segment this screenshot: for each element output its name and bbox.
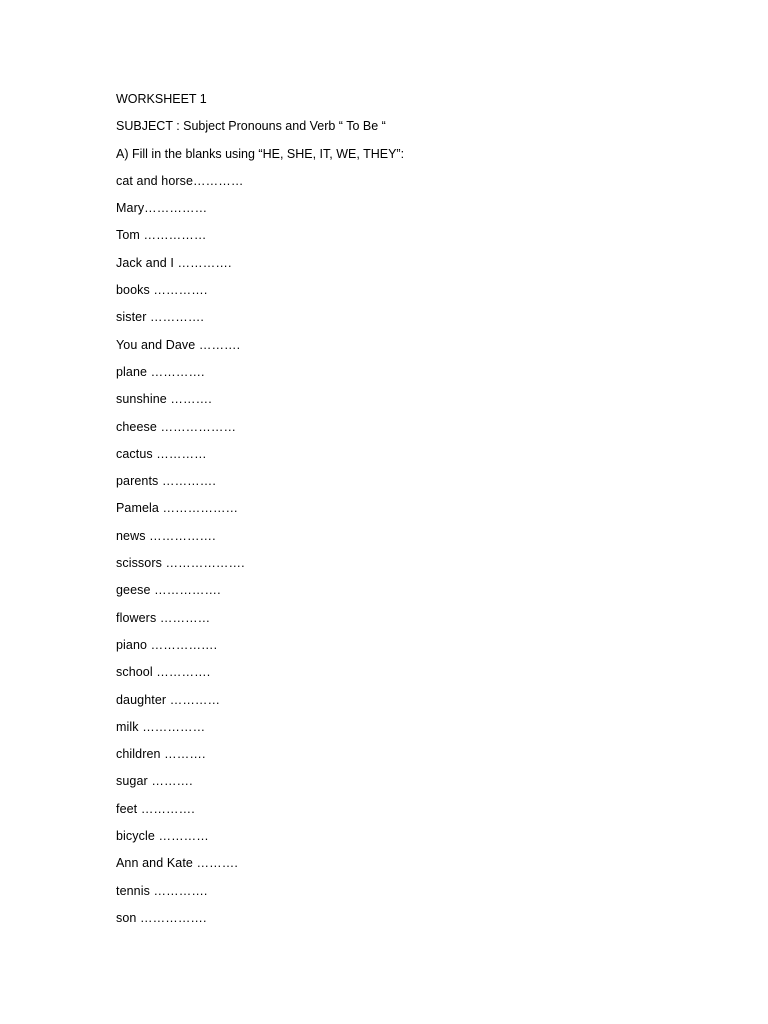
exercise-item: parents …………. xyxy=(116,474,216,489)
exercise-item: children ………. xyxy=(116,747,206,762)
exercise-item: Tom …………… xyxy=(116,228,207,243)
exercise-item: cat and horse………… xyxy=(116,173,244,188)
exercise-item: cheese ……………… xyxy=(116,419,237,434)
worksheet-content xyxy=(116,86,716,932)
exercise-item: sister …………. xyxy=(116,310,205,325)
worksheet-subject: SUBJECT : Subject Pronouns and Verb “ To Be “ xyxy=(116,119,386,134)
exercise-item: Jack and I …………. xyxy=(116,255,232,270)
exercise-item: Pamela ……………… xyxy=(116,501,239,516)
exercise-item: feet …………. xyxy=(116,801,195,816)
exercise-item: scissors ………………. xyxy=(116,556,245,571)
exercise-item: You and Dave ………. xyxy=(116,337,241,352)
exercise-item: Ann and Kate ………. xyxy=(116,856,238,871)
exercise-item: geese ……………. xyxy=(116,583,221,598)
exercise-item: news ……………. xyxy=(116,528,216,543)
exercise-item: school …………. xyxy=(116,665,211,680)
exercise-item: piano ……………. xyxy=(116,637,218,652)
exercise-item: tennis …………. xyxy=(116,883,208,898)
worksheet-instruction: A) Fill in the blanks using “HE, SHE, IT, WE, THEY”: xyxy=(116,146,405,161)
exercise-item: son ……………. xyxy=(116,910,207,925)
exercise-item: milk …………… xyxy=(116,719,206,734)
exercise-item: plane …………. xyxy=(116,364,205,379)
exercise-item: daughter ………… xyxy=(116,692,221,707)
exercise-item: sunshine ………. xyxy=(116,392,212,407)
exercise-item: cactus ………… xyxy=(116,446,207,461)
exercise-item: flowers ………… xyxy=(116,610,211,625)
exercise-item: books …………. xyxy=(116,283,208,298)
worksheet-title: WORKSHEET 1 xyxy=(116,92,207,106)
exercise-item: sugar ………. xyxy=(116,774,193,789)
exercise-item: Mary…………… xyxy=(116,201,208,216)
exercise-item: bicycle ………… xyxy=(116,829,209,844)
exercise-list xyxy=(116,168,716,932)
